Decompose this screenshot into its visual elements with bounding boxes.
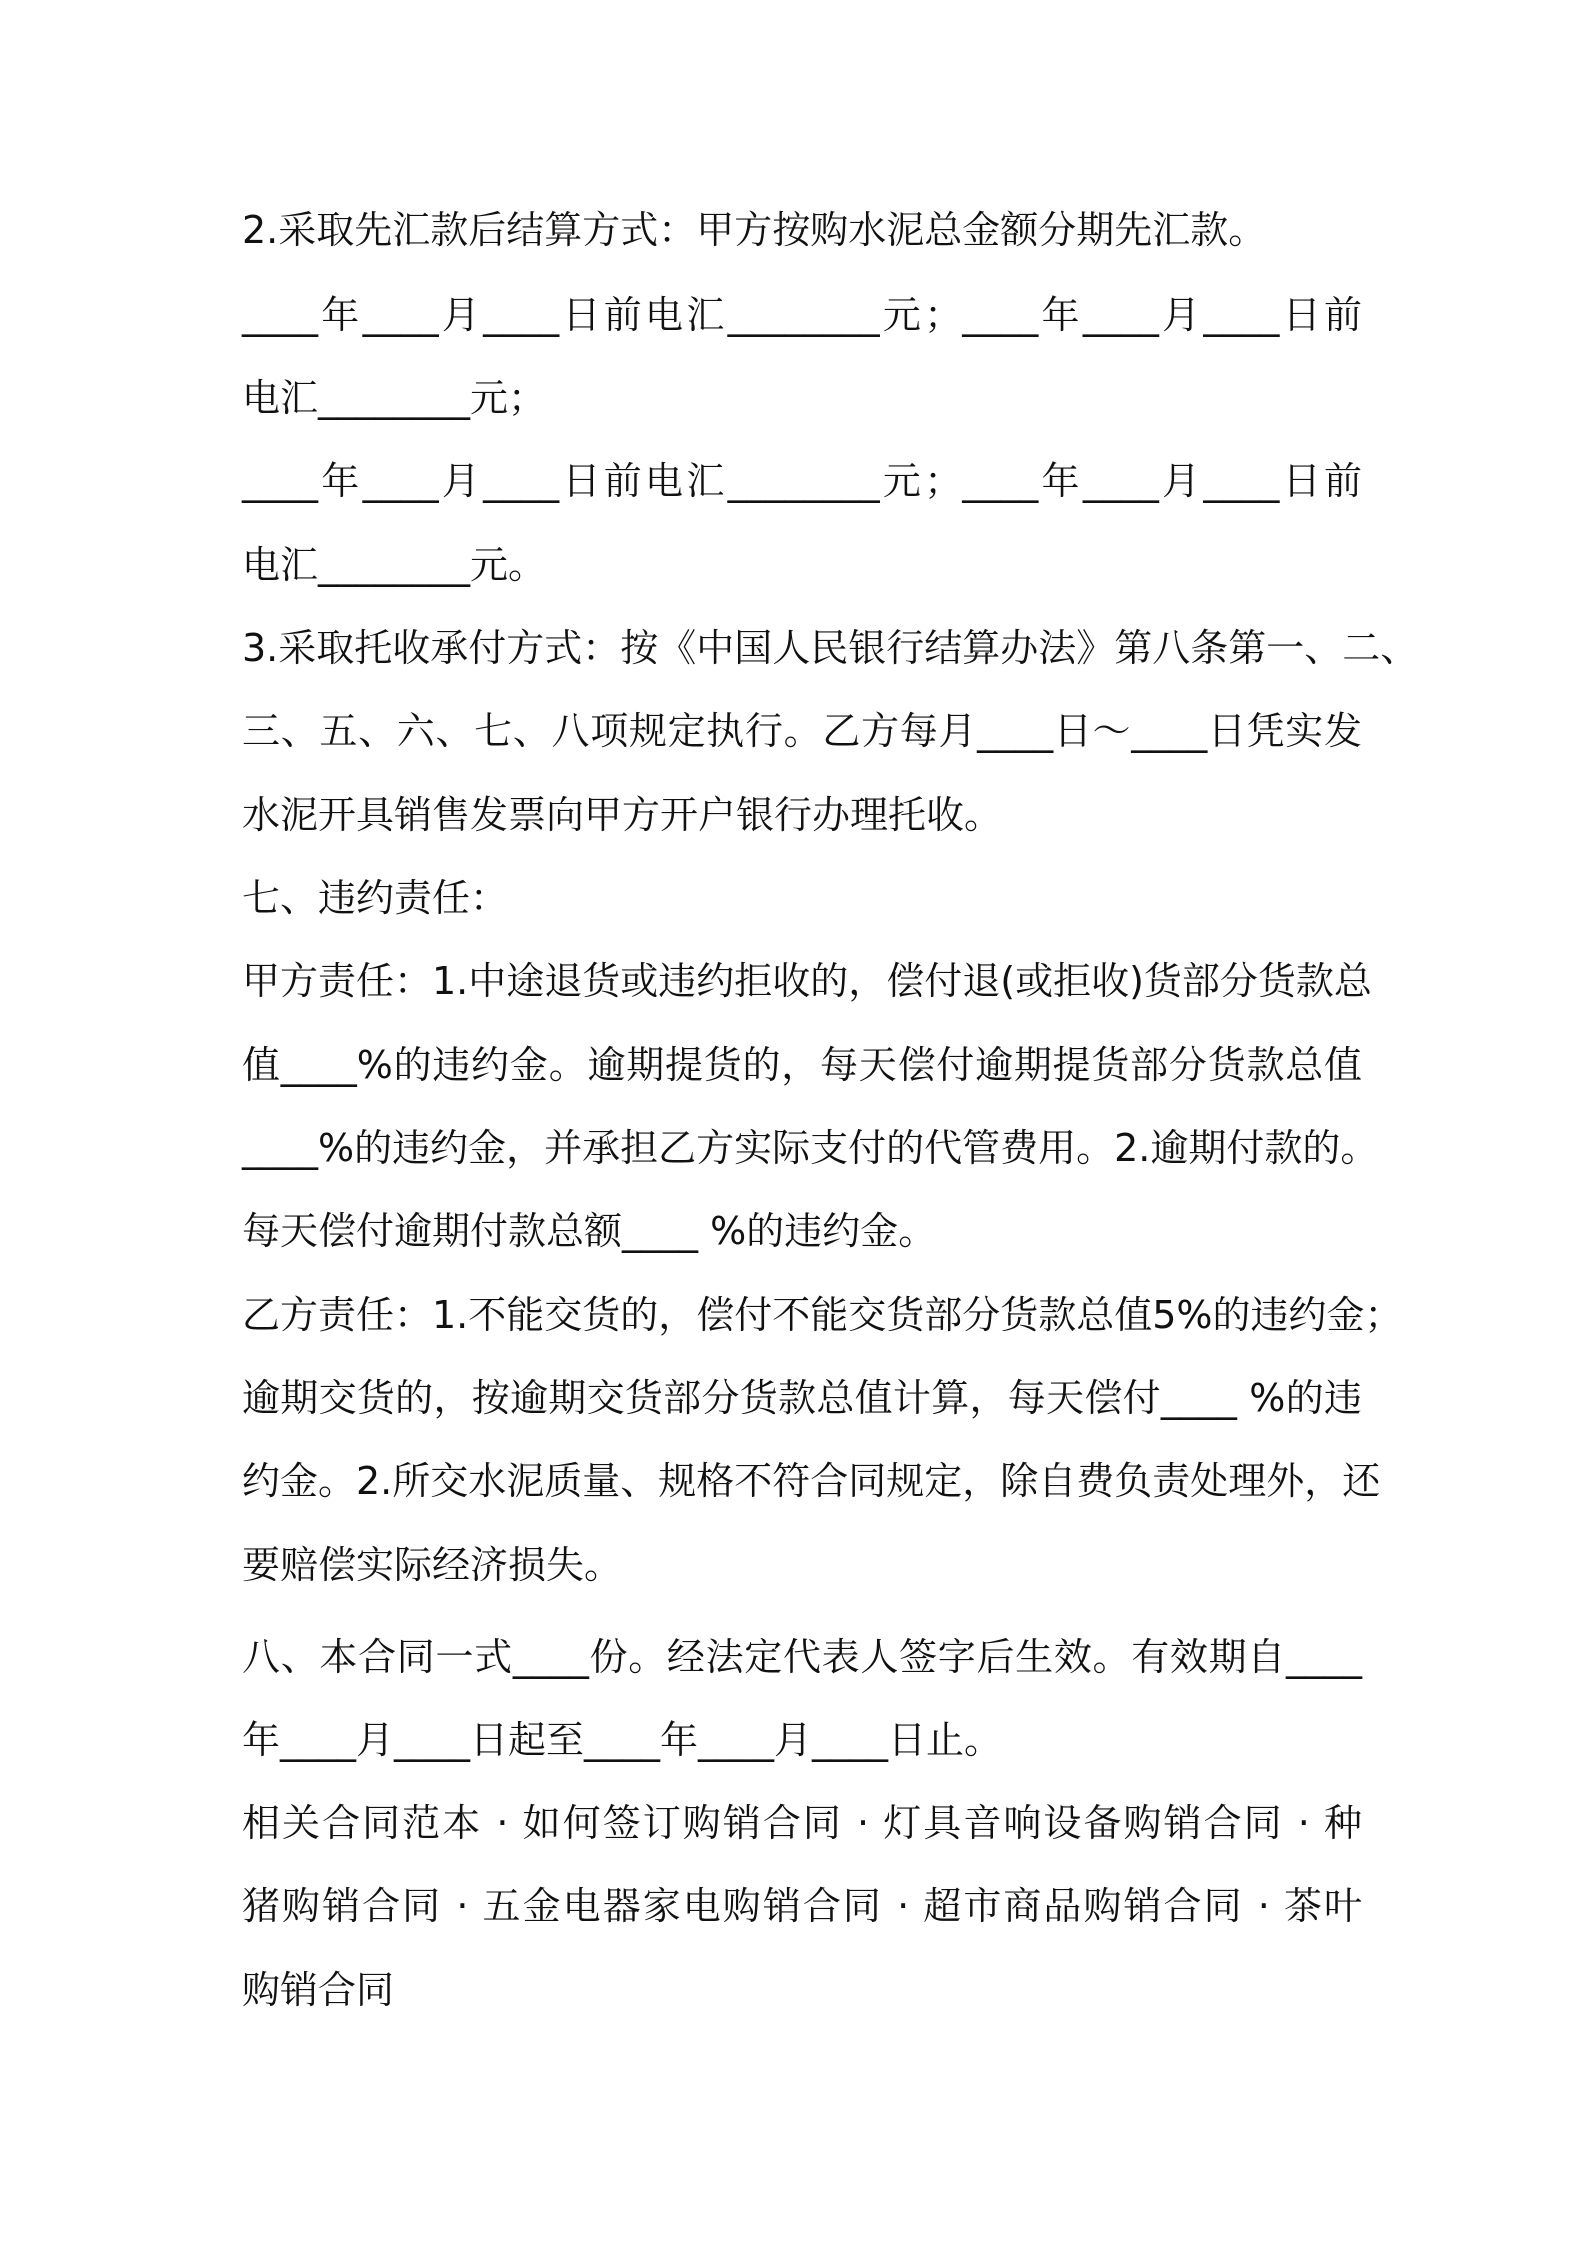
related-templates-line-2: 猪购销合同 · 五金电器家电购销合同 · 超市商品购销合同 · 茶叶 xyxy=(242,1884,1362,1928)
related-templates-line-3: 购销合同 xyxy=(242,1968,395,2012)
payment-schedule-line-2: 电汇________元； xyxy=(242,376,547,420)
party-a-liability-line-4: 每天偿付逾期付款总额____ %的违约金。 xyxy=(242,1209,937,1253)
clause-6-3-line-3: 水泥开具销售发票向甲方开户银行办理托收。 xyxy=(242,793,1003,837)
section-7-heading: 七、违约责任： xyxy=(242,876,509,920)
party-b-liability-line-3: 约金。2.所交水泥质量、规格不符合同规定，除自费负责处理外，还 xyxy=(242,1459,1381,1503)
payment-schedule-line-4: 电汇________元。 xyxy=(242,543,547,587)
payment-schedule-line-1: ____年____月____日前电汇________元；____年____月____日前 xyxy=(242,293,1362,337)
section-8-line-2: 年____月____日起至____年____月____日止。 xyxy=(242,1718,1003,1762)
party-a-liability-line-1: 甲方责任：1.中途退货或违约拒收的，偿付退(或拒收)货部分货款总 xyxy=(242,959,1372,1003)
party-a-liability-line-2: 值____%的违约金。逾期提货的，每天偿付逾期提货部分货款总值 xyxy=(242,1043,1362,1087)
clause-6-2-title: 2.采取先汇款后结算方式：甲方按购水泥总金额分期先汇款。 xyxy=(242,208,1267,252)
clause-6-3-line-1: 3.采取托收承付方式：按《中国人民银行结算办法》第八条第一、二、 xyxy=(242,626,1419,670)
related-templates-line-1: 相关合同范本 · 如何签订购销合同 · 灯具音响设备购销合同 · 种 xyxy=(242,1801,1362,1845)
party-a-liability-line-3: ____%的违约金，并承担乙方实际支付的代管费用。2.逾期付款的。 xyxy=(242,1126,1379,1170)
party-b-liability-line-1: 乙方责任：1.不能交货的，偿付不能交货部分货款总值5%的违约金； xyxy=(242,1293,1403,1337)
party-b-liability-line-4: 要赔偿实际经济损失。 xyxy=(242,1543,623,1587)
section-8-line-1: 八、本合同一式____份。经法定代表人签字后生效。有效期自____ xyxy=(242,1635,1362,1679)
party-b-liability-line-2: 逾期交货的，按逾期交货部分货款总值计算，每天偿付____ %的违 xyxy=(242,1376,1362,1420)
clause-6-3-line-2: 三、五、六、七、八项规定执行。乙方每月____日～____日凭实发 xyxy=(242,709,1362,753)
document-page xyxy=(242,0,1419,2244)
payment-schedule-line-3: ____年____月____日前电汇________元；____年____月____日前 xyxy=(242,459,1362,503)
